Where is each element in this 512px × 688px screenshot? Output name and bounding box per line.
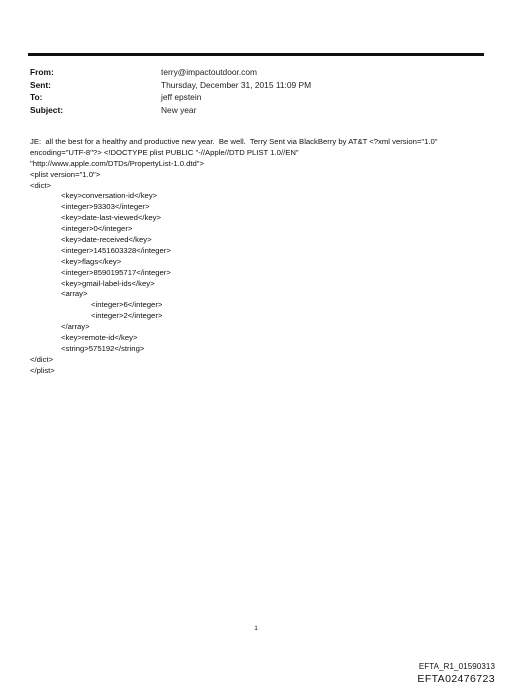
sent-label: Sent: <box>30 79 51 90</box>
header-rule <box>28 53 484 56</box>
bates-number-secondary: EFTA02476723 <box>417 673 495 685</box>
to-label: To: <box>30 92 43 102</box>
email-body <box>30 137 492 377</box>
body-line: <plist version="1.0"> <box>30 169 101 179</box>
bates-number-primary: EFTA_R1_01590313 <box>418 662 495 671</box>
body-line: <dict> <box>30 180 51 190</box>
sent-row <box>30 79 311 92</box>
body-line: <integer>1451603328</integer> <box>61 245 171 255</box>
from-label: From: <box>30 67 54 77</box>
body-line: <array> <box>61 289 88 299</box>
body-line: <integer>8590195717</integer> <box>61 267 171 277</box>
body-line: encoding="UTF-8"?> <!DOCTYPE plist PUBLIC "-//Apple//DTD PLIST 1.0//EN" <box>30 147 299 157</box>
body-line: <integer>93303</integer> <box>61 202 150 212</box>
body-line: </dict> <box>30 354 54 364</box>
body-line: JE: all the best for a healthy and productive new year. Be well. Terry Sent via BlackBerry by AT&T <?xml version="1.0" <box>30 137 438 146</box>
body-line: <integer>2</integer> <box>91 311 163 321</box>
sent-value: Thursday, December 31, 2015 11:09 PM <box>161 79 312 90</box>
subject-value: New year <box>161 104 197 115</box>
body-line: <key>date-received</key> <box>61 235 152 245</box>
page-number: 1 <box>254 625 258 632</box>
body-line: </plist> <box>30 365 55 375</box>
body-line: </array> <box>61 322 90 332</box>
body-line: <key>gmail-label-ids</key> <box>61 278 155 288</box>
body-line: <integer>6</integer> <box>91 300 163 310</box>
from-value: terry@impactoutdoor.com <box>161 67 258 77</box>
from-row <box>30 66 311 79</box>
to-value: jeff epstein <box>161 92 202 102</box>
body-line: <integer>0</integer> <box>61 224 133 234</box>
email-header <box>30 66 311 116</box>
subject-row <box>30 104 311 117</box>
subject-label: Subject: <box>30 104 64 115</box>
body-line: <key>conversation-id</key> <box>61 191 158 201</box>
to-row <box>30 91 311 104</box>
body-line: <key>remote-id</key> <box>61 333 138 343</box>
body-line: "http://www.apple.com/DTDs/PropertyList-1.0.dtd"> <box>30 158 205 168</box>
body-line: <key>date-last-viewed</key> <box>61 213 161 223</box>
body-line: <string>575192</string> <box>61 343 145 353</box>
body-line: <key>flags</key> <box>61 256 122 266</box>
